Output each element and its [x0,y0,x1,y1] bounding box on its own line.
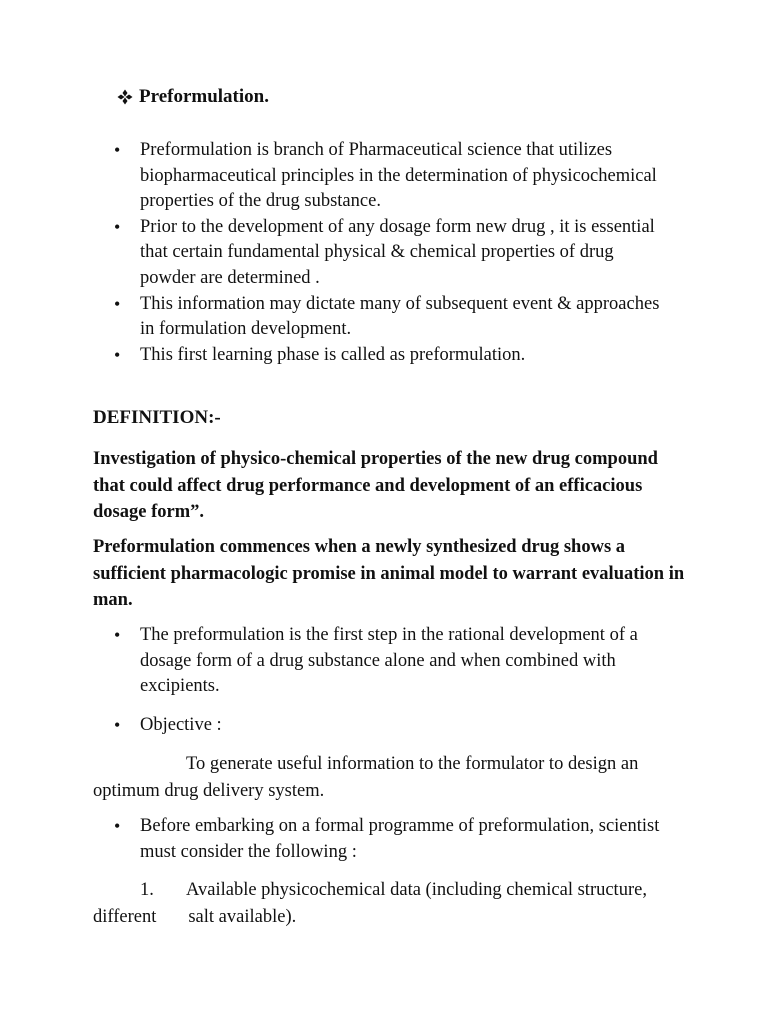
list-item [0,292,670,343]
bullet-icon: • [114,625,121,645]
bullet-icon: • [114,715,121,735]
list-item [0,713,670,739]
bullet-text: Before embarking on a formal programme of preformulation, scientist must consider the following : [140,816,660,862]
section-heading [117,86,269,108]
bullet-icon: • [114,816,121,836]
item-text-a: Available physicochemical data (including chemical structure, different [93,880,647,927]
section-heading-text: Preformulation. [139,86,269,107]
bullet-text: Prior to the development of any dosage form new drug , it is essential that certain fundamental physical & chemical properties of drug powder are determined . [140,216,655,288]
bullet-text: The preformulation is the first step in the rational development of a dosage form of a drug substance alone and when combined with excipients. [140,625,638,697]
list-item [0,215,670,292]
bullet-text: Preformulation is branch of Pharmaceutical science that utilizes biopharmaceutical principles in the determination of physicochemical properties of the drug substance. [140,140,657,212]
intro-bullet-list [0,138,670,368]
objective-bullet-list [0,713,670,739]
objective-label: Objective : [140,715,222,735]
embarking-bullet-list [0,814,670,865]
list-item [0,343,670,369]
bullet-icon: • [114,344,121,365]
commences-text: Preformulation commences when a newly synthesized drug shows a sufficient pharmacologic promise in animal model to warrant evaluation in man. [93,537,685,610]
list-item [0,623,670,700]
bullet-icon: • [114,293,121,314]
objective-text: To generate useful information to the formulator to design an optimum drug delivery system. [93,754,639,801]
numbered-item [93,877,693,931]
bullet-text: This first learning phase is called as preformulation. [140,344,526,365]
definition-text: Investigation of physico-chemical properties of the new drug compound that could affect drug performance and development of an efficacious dosage form”. [93,449,658,522]
item-number: 1. [140,880,154,900]
four-diamond-bullet-icon [117,89,133,105]
definition-heading: DEFINITION:- [93,407,221,428]
bullet-text: This information may dictate many of subsequent event & approaches in formulation development. [140,293,660,340]
item-text-b: salt available). [188,907,297,927]
bullet-icon: • [114,216,121,237]
rational-bullet-list [0,623,670,700]
list-item [0,814,670,865]
bullet-icon: • [114,140,121,160]
list-item [0,138,670,215]
